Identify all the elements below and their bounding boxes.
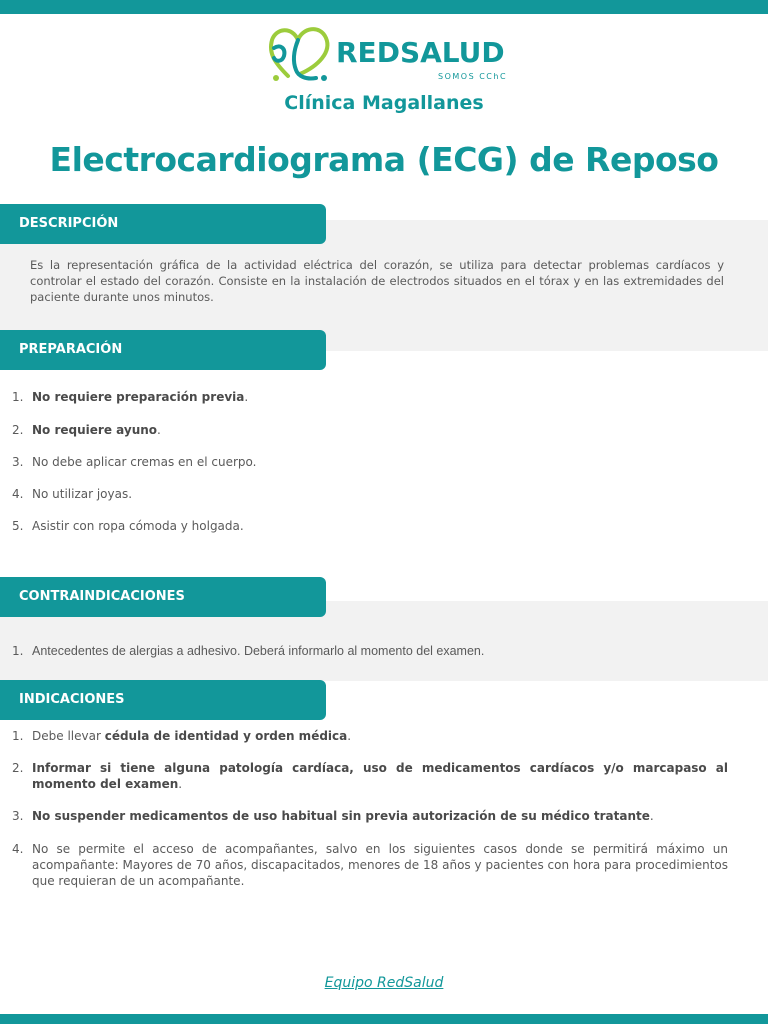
preparacion-item [12,486,728,502]
indicaciones-item [12,728,728,744]
item-rest-text: . [157,423,161,437]
item-text: No se permite el acceso de acompañantes, salvo en los siguientes casos donde se permitirá máximo un acompañante: Mayores de 70 años, discapacitados, menores de 18 años y pacientes con hora para procedimientos que requieran de un acompañante. [32,842,728,888]
item-bold-text: Informar si tiene alguna patología cardíaca, uso de medicamentos cardíacos y/o marcapaso al momento del examen [32,761,728,791]
item-text: Asistir con ropa cómoda y holgada. [32,519,244,533]
item-text: Antecedentes de alergias a adhesivo. Deberá informarlo al momento del examen. [32,644,485,658]
descripcion-heading: DESCRIPCIÓN [0,204,326,244]
preparacion-item [12,422,728,438]
descripcion-text: Es la representación gráfica de la actividad eléctrica del corazón, se utiliza para detectar problemas cardíacos y controlar el estado del corazón. Consiste en la instalación de electrodos situados en el tórax y en las extremidades del paciente durante unos minutos. [30,258,724,304]
item-text [32,760,728,792]
item-number: 1. [12,390,24,404]
indicaciones-item [12,760,728,792]
item-rest-text: . [347,729,352,743]
item-bold-text: cédula de identidad y orden médica [104,729,348,743]
item-number: 3. [12,809,24,823]
page-title: Electrocardiograma (ECG) de Reposo [49,140,719,179]
item-text [32,389,728,405]
preparacion-item [12,454,728,470]
item-rest-text: . [178,777,183,791]
item-number: 3. [12,455,24,469]
item-pre-text: Debe llevar [32,729,105,743]
contraindicaciones-item [12,643,728,659]
item-text: No utilizar joyas. [32,487,133,501]
footer-signature: Equipo RedSalud [324,975,444,991]
item-text: No debe aplicar cremas en el cuerpo. [32,455,257,469]
item-text [32,728,728,744]
contraindicaciones-heading: CONTRAINDICACIONES [0,577,326,617]
brand-name [336,36,505,69]
indicaciones-heading: INDICACIONES [0,680,326,720]
redsalud-logo [262,16,512,88]
indicaciones-item [12,841,728,889]
preparacion-item [12,518,728,534]
item-number: 2. [12,761,24,775]
indicaciones-item [12,808,728,824]
clinic-name: Clínica Magallanes [284,92,484,114]
item-number: 5. [12,519,24,533]
preparacion-heading: PREPARACIÓN [0,330,326,370]
item-number: 4. [12,487,24,501]
item-bold-text: No requiere ayuno [32,423,158,437]
brand-red: RED [336,36,400,69]
item-bold-text: No suspender medicamentos de uso habitual sin previa autorización de su médico tratante [32,809,650,823]
preparacion-item [12,389,728,405]
brand-salud: SALUD [399,36,505,69]
item-number: 2. [12,423,24,437]
item-number: 4. [12,842,24,856]
item-text [32,422,728,438]
item-text [32,808,728,824]
item-rest-text: . [244,390,249,404]
heart-logo-icon [266,18,334,86]
item-number: 1. [12,644,24,658]
top-accent-bar [0,0,768,14]
item-number: 1. [12,729,24,743]
item-rest-text: . [649,809,654,823]
item-bold-text: No requiere preparación previa [32,390,245,404]
bottom-accent-bar [0,1014,768,1024]
brand-tagline: SOMOS CChC [438,72,508,81]
